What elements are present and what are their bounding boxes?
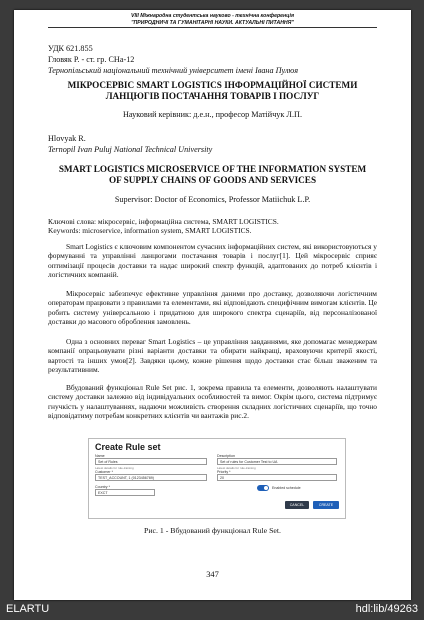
header-line-1: VIII Міжнародна студентська науково - технічна конференція: [131, 13, 294, 19]
schedule-toggle[interactable]: [257, 485, 269, 491]
create-button[interactable]: CREATE: [313, 501, 339, 509]
affiliation-ua: Тернопільський національний технічний університет імені Івана Пулюя: [48, 66, 299, 75]
description-label: Description: [217, 454, 235, 458]
footer-left-label: ELARTU: [6, 603, 50, 615]
country-select[interactable]: EXCT: [95, 489, 155, 496]
header-line-2: "ПРИРОДНИЧІ ТА ГУМАНІТАРНІ НАУКИ. АКТУАЛЬНІ ПИТАННЯ": [131, 19, 294, 26]
title-ua: МІКРОСЕРВІС SMART LOGISTICS ІНФОРМАЦІЙНОЇ СИСТЕМИ ЛАНЦЮГІВ ПОСТАЧАННЯ ТОВАРІВ І ПОСЛУГ: [67, 80, 358, 101]
paragraph-2: Мікросервіс забезпечує ефективне управління даними про доставку, дозволяючи логістичним операторам працювати з правилами та елементами, які відповідають специфічним вимогам клієнтів. Це робить систему універсальною і придатною для широкого спектра сценаріїв, від персоналізованої доставки до масового оброблення замовлень.: [48, 289, 377, 327]
country-label: Country *: [95, 485, 110, 489]
description-field[interactable]: Set of rules for Customer Test to UA: [217, 458, 337, 465]
supervisor-ua: Науковий керівник: д.е.н., професор Матійчук Л.П.: [123, 110, 302, 119]
document-page: [14, 10, 411, 600]
footer-right-label: hdl:lib/49263: [355, 603, 418, 615]
figure-caption: Рис. 1 - Вбудований функціонал Rule Set.: [144, 526, 281, 535]
priority-select[interactable]: 20: [217, 474, 337, 481]
name-label: Name: [95, 454, 105, 458]
cancel-button[interactable]: CANCEL: [285, 501, 309, 509]
title-en: SMART LOGISTICS MICROSERVICE OF THE INFORMATION SYSTEM OF SUPPLY CHAINS OF GOODS AND SERVICES: [58, 164, 367, 185]
paragraph-1: Smart Logistics є ключовим компонентом сучасних інформаційних систем, які використовуються у формуванні та управлінні ланцюгами постачання товарів і послуг[1]. Цей мікросервіс сприяє оптимізації процесів доставки та надає широкий спектр функцій, адаптованих до потреб клієнтів і логістичних компаній.: [48, 242, 377, 280]
keywords-ua: Ключові слова: мікросервіс, інформаційна система, SMART LOGISTICS.: [48, 217, 279, 226]
paragraph-3: Одна з основних переваг Smart Logistics – це управління завданнями, яке допомагає менеджерам компанії опрацьовувати різні варіанти доставки та обирати найкращі, враховуючи критерії якості, вартості та інших умов[2]. Завдяки цьому, кожне рішення щодо доставки стає більш зваженим та результативним.: [48, 337, 377, 375]
udc-code: УДК 621.855: [48, 44, 93, 53]
customer-label: Customer *: [95, 470, 113, 474]
header-divider: [48, 27, 377, 28]
name-field[interactable]: Set of Rules: [95, 458, 207, 465]
figure-title: Create Rule set: [95, 442, 161, 452]
affiliation-en: Ternopil Ivan Puluj National Technical University: [48, 145, 213, 154]
name-hint: Latest details for rule-training: [95, 466, 134, 470]
keywords-en: Keywords: microservice, information system, SMART LOGISTICS.: [48, 226, 252, 235]
supervisor-en: Supervisor: Doctor of Economics, Professor Matiichuk L.P.: [114, 195, 311, 204]
conference-header: [14, 13, 411, 26]
customer-select[interactable]: TEST_ACCOUNT, 1 (0123456789): [95, 474, 207, 481]
priority-label: Priority *: [217, 470, 231, 474]
author-ua: Гловяк Р. - ст. гр. СНа-12: [48, 55, 135, 64]
description-hint: Latest details for rule-training: [217, 466, 256, 470]
paragraph-4: Вбудований функціонал Rule Set рис. 1, зокрема правила та елементи, дозволяють налаштувати систему доставки залежно від індивідуальних особливостей та вимог. Окрім цього, система підтримує гнучкість у налаштуваннях, надаючи можливість створення складних логістичних сценаріїв, що точно відповідатиму потребам конкретних клієнтів чи вантажів рис.2.: [48, 383, 377, 421]
rule-set-figure: [88, 438, 346, 519]
schedule-toggle-label: Enabled schedule: [272, 486, 301, 490]
author-en: Hlovyak R.: [48, 134, 86, 143]
page-number: 347: [206, 570, 219, 579]
